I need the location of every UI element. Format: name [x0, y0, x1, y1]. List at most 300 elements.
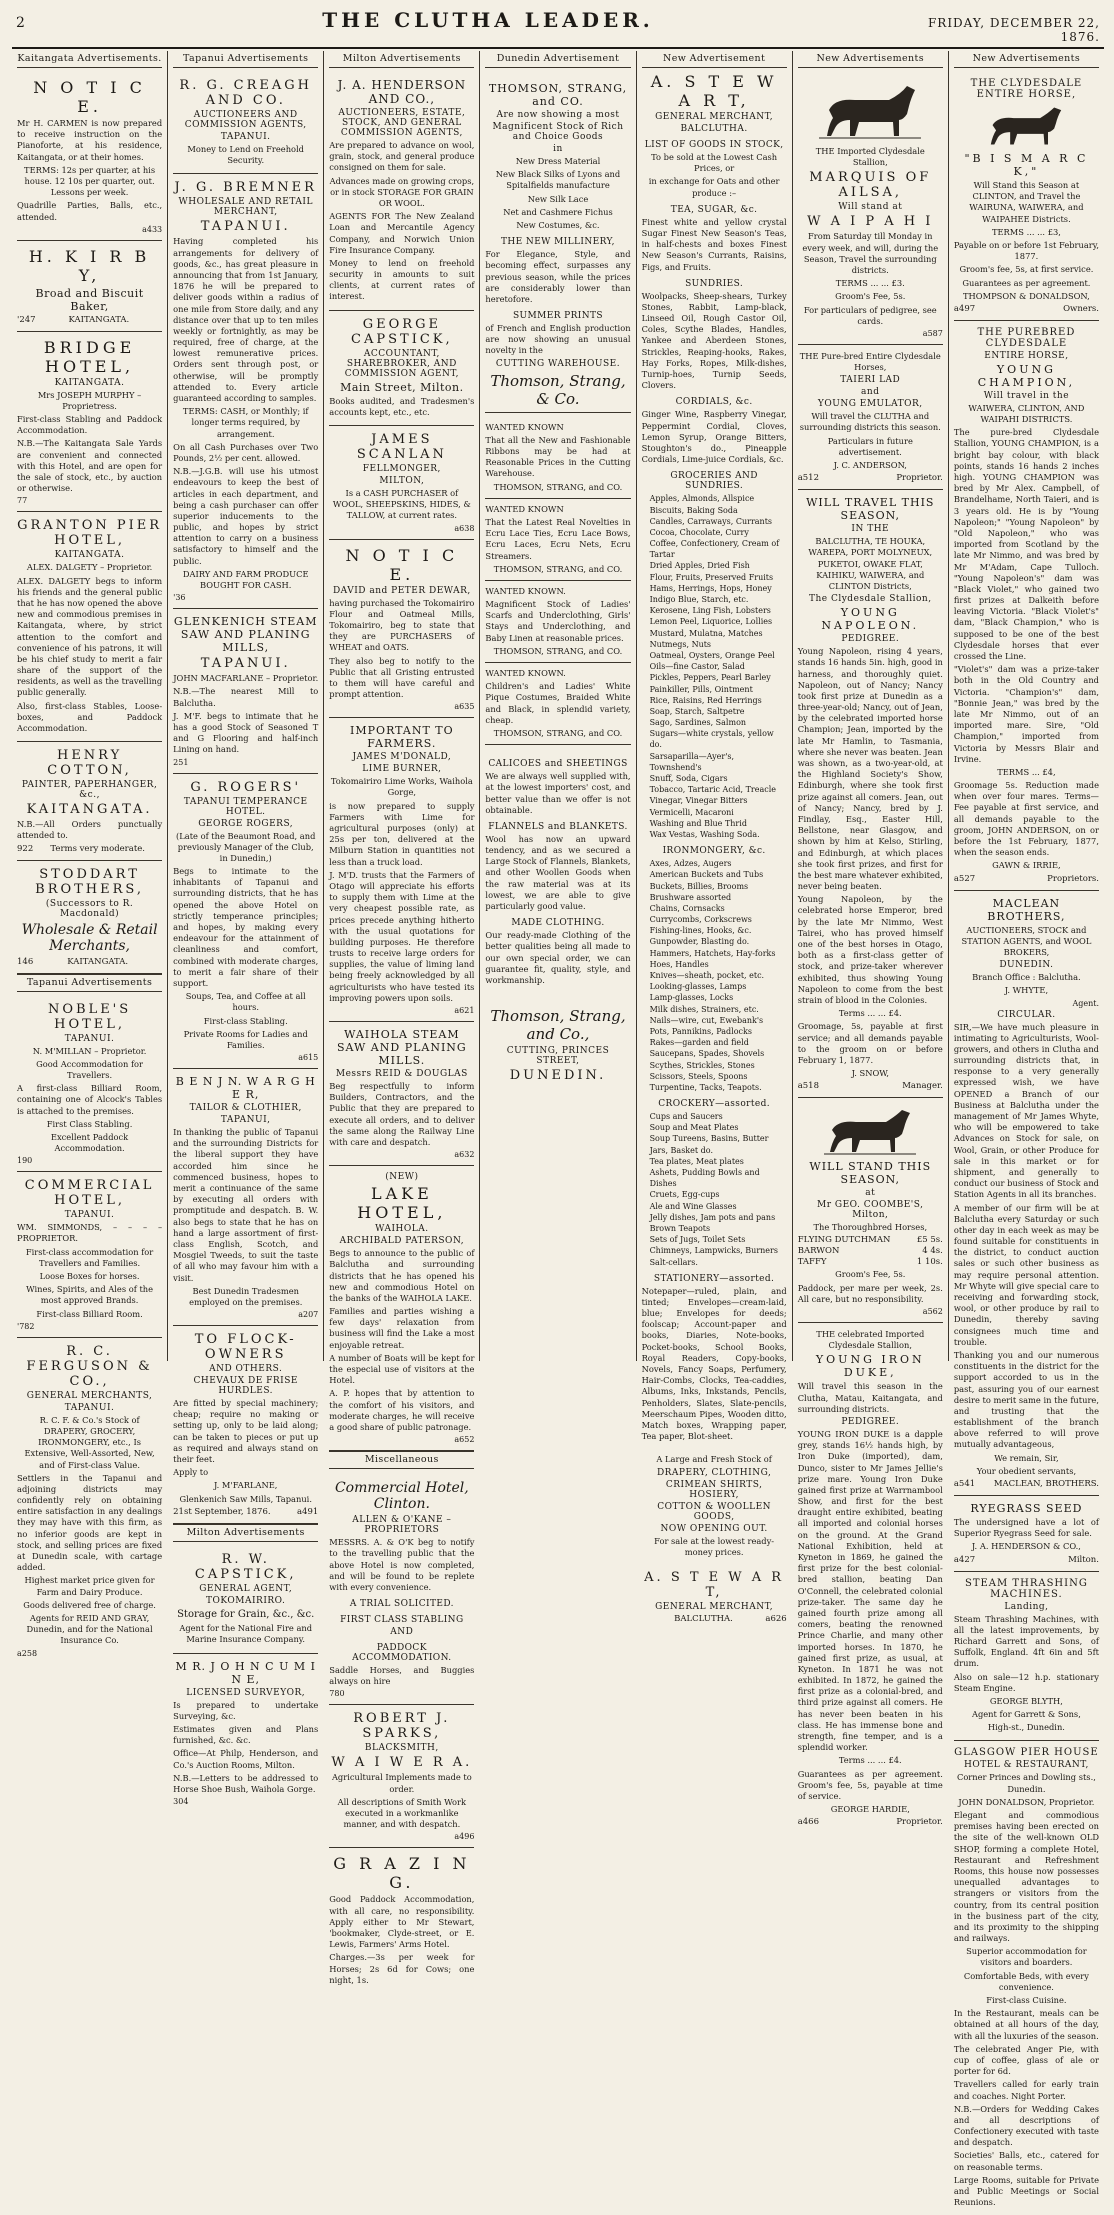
ironmongery-item: Currycombs, Corkscrews	[649, 915, 752, 925]
ad-name: "B I S M A R C K,"	[964, 152, 1089, 178]
ad-title: ROBERT J. SPARKS,	[353, 1711, 451, 1742]
ad-terms: TERMS ... £4,	[997, 766, 1056, 777]
grocery-item: Candles, Carraways, Currants	[649, 516, 773, 526]
ad-body: YOUNG IRON DUKE is a dapple grey, stands 16½ hands high, by Iron Duke (imported), dam, Dunco, sister to Mr James Jellie's prize mare. Young Iron Duke gained first prize at Warrnambool Show, and first for the best draught entire exhibited, beating all imported and colonial horses on the ground. At the Grand National Exhibition, held at Kyneton in 1869, he gained the first prize for the best colonial-bred stallion, beating Dan O'Connell, the celebrated colonial prize-taker. The same day he gained fourth prize among all comers, beating the renowned Prince Charlie, and many other imported horses. In 1870, he gained first prize, as usual, at Kyneton. In 1871 he was not exhibited. In 1872, he gained the first prize as a colonial-bred, and third prize against all comers. He has never been beaten in his class. He has immense bone and strength, fine temper, and is a splendid worker.	[797, 1428, 943, 1753]
ad-name: J. WHYTE,	[1004, 985, 1049, 996]
ad-body: Will travel this season in the Clutha, Matau, Kaitangata, and surrounding districts.	[797, 1381, 943, 1414]
ad-body: The undersigned have a lot of Superior Ryegrass Seed for sale.	[953, 1517, 1099, 1539]
ad-body: A Large and Fresh Stock of	[656, 1454, 772, 1465]
ad-body: Finest white and yellow crystal Sugar Finest New Season's Teas, in half-chests and boxes Finest New Season's Currants, Raisins, Figs, and Fruits.	[641, 216, 787, 272]
ad-body: A. P. hopes that by attention to the comfort of his visitors, and moderate charges, he will receive a good share of public patronage.	[329, 1388, 475, 1432]
ad-granton-pier-hotel	[17, 512, 162, 742]
ad-role: Proprietor.	[896, 1817, 943, 1828]
ad-section-heading: SUMMER PRINTS	[512, 311, 603, 322]
ad-waihola-mills	[329, 1022, 474, 1166]
ad-name: TAIERI LAD	[840, 375, 901, 386]
ironmongery-item: Axes, Adzes, Augers	[649, 859, 732, 869]
wanted-signature: THOMSON, STRANG, and CO.	[493, 727, 623, 738]
ironmongery-item: Chains, Cornsacks	[649, 903, 725, 913]
ad-section-heading: IRONMONGERY, &c.	[662, 846, 766, 857]
ad-subtitle: AUCTIONEERS, ESTATE, STOCK, AND GENERAL COMMISSION AGENTS,	[338, 108, 466, 138]
ad-body: Thanking you and our numerous constituents in the district for the support accorded to us in the past, assuring you of our earnest desire to merit same in the future, and trusting that the establishment of the branch above referred to will prove mutually advantageous,	[953, 1349, 1099, 1450]
ad-title: THE PUREBRED CLYDESDALE	[977, 326, 1076, 349]
ad-body: First-class Stabling.	[203, 1015, 288, 1026]
ad-body: Guarantees as per agreement. Groom's fee, 5s, payable at time of service.	[797, 1768, 943, 1801]
ad-subtitle: AND OTHERS.	[209, 1364, 283, 1375]
ad-body: Wines, Spirits, and Ales of the most approved Brands.	[26, 1284, 154, 1306]
ad-place: TAPANUI.	[64, 1033, 115, 1044]
ad-body: SIR,—We have much pleasure in intimating to Agriculturists, Wool-growers, and others in Clutha and surrounding districts that, in response to a very generally expressed wish, we have OPENED a Branch of our Business at Balclutha under the management of Mr James Whyte, who will be empowered to take Advances on Stock for sale, on Wool, Grain, or other Produce for sale in this market or for shipment, and generally to conduct our business of Stock and Station Agents in all its branches.	[953, 1021, 1099, 1200]
ad-title: G R A Z I N G.	[333, 1854, 471, 1893]
ad-ref: a207	[298, 1310, 319, 1320]
ad-body: Notepaper—ruled, plain, and tinted; Envelopes—cream-laid, blue; Envelopes for deeds; foolscap; Account-paper and books, Diaries, Note-books, Pocket-books, School Books, Royal Readers, Copy-books, Novels, Fancy Soaps, Perfumery, Hair-Combs, Clocks, Tea-caddies, Albums, Inks, Inkstands, Pencils, Penholders, Slates, Slate-pencils, Meerschaum Pipes, Wooden ditto, Match boxes, Wrapping paper, Tea paper, Blot-sheet.	[641, 1285, 787, 1442]
ad-title: H. K I R B Y,	[28, 246, 151, 285]
ad-title: J. A. HENDERSON AND CO.,	[337, 78, 467, 106]
ad-nobles-hotel	[17, 996, 162, 1173]
ad-ref: a427	[953, 1554, 976, 1565]
ad-body: Paddock, per mare per week, 2s. All care, but no responsibility.	[797, 1282, 943, 1304]
ad-ref: a496	[454, 1832, 475, 1842]
ad-body: Agent for Garrett & Sons,	[971, 1709, 1081, 1720]
masthead	[12, 8, 1104, 49]
ad-body: First Class Stabling.	[46, 1118, 133, 1129]
ad-address: CUTTING, PRINCES STREET,	[506, 1046, 610, 1067]
ad-place: KAITANGATA.	[67, 956, 129, 967]
ad-terms: TERMS ... ... £3.	[835, 278, 905, 289]
ad-body: First-class accommodation for Travellers and Families.	[25, 1246, 154, 1268]
ad-body: Storage for Grain, &c., &c.	[177, 1608, 315, 1620]
ad-body: Estimates given and Plans furnished, &c. &c.	[173, 1724, 319, 1746]
ad-title: COMMERCIAL HOTEL,	[24, 1178, 155, 1209]
ad-subtitle: (NEW)	[385, 1172, 419, 1183]
ad-body: FIRST CLASS STABLING	[340, 1615, 464, 1626]
ad-body: Settlers in the Tapanui and adjoining districts may confidently rely on obtaining entire satisfaction in any dealings they may have with this firm, as no inferior goods are kept in stock, and selling prices are fixed at Dunedin scale, with cartage added.	[17, 1472, 163, 1573]
ad-ref: a626	[765, 1613, 787, 1624]
ad-body: From Saturday till Monday in every week, and will, during the Season, Travel the surrounding districts.	[802, 231, 939, 275]
ad-ref: a512	[797, 473, 819, 484]
section-heading: Miscellaneous	[329, 1451, 474, 1469]
horse-illustration	[820, 1106, 920, 1156]
ad-signature: A. S T E W A R T,	[644, 1569, 785, 1600]
ad-body: Money to lend on freehold security in amounts to suit clients, at current rates of interest.	[329, 257, 475, 302]
ad-body: Agent for the National Fire and Marine Insurance Company.	[179, 1623, 313, 1645]
ad-signature: J. A. HENDERSON & CO.,	[971, 1541, 1081, 1552]
ad-proprietor: WM. SIMMONDS, – – – – PROPRIETOR.	[17, 1222, 163, 1244]
ad-body: BALCLUTHA, TE HOUKA, WAREPA, PORT MOLYNEUX, PUKETOI, OWAKE FLAT, KAIHIKU, WAIWERA, and CLINTON Districts,	[808, 536, 933, 591]
grocery-item: Painkiller, Pills, Ointment	[649, 684, 753, 694]
ad-title: IMPORTANT TO FARMERS.	[350, 724, 454, 751]
ad-title: N O T I C E.	[345, 545, 459, 584]
ad-body: Groom's Fee, 5s.	[835, 291, 906, 302]
ad-note: N.B.—J.G.B. will use his utmost endeavours to keep the best of articles in each department, and being a cash purchaser can offer superior inducements to the public, and hopes by strict attention to carry on a business satisfactory to himself and the public.	[173, 466, 319, 566]
ad-flock-owners	[173, 1326, 318, 1524]
ad-place: BALCLUTHA.	[674, 1613, 733, 1624]
ironmongery-item: Hammers, Hatchets, Hay-forks	[649, 948, 776, 958]
ad-place: KAITANGATA.	[54, 550, 125, 561]
ad-body: Loose Boxes for horses.	[39, 1271, 140, 1281]
ad-title: LAKE HOTEL,	[357, 1184, 447, 1223]
ad-body: Societies' Balls, etc., catered for on reasonable terms.	[953, 2150, 1099, 2172]
wanted-known-list	[485, 417, 630, 746]
ad-role: Proprietor.	[896, 473, 943, 484]
ad-body: Will travel in the	[983, 390, 1070, 401]
grocery-item: Hams, Herrings, Hops, Honey	[649, 583, 772, 593]
ad-signature: J. C. ANDERSON,	[833, 460, 907, 470]
grocery-item: Pickles, Peppers, Pearl Barley	[649, 673, 771, 683]
ad-body: ALEX. DALGETY begs to inform his friends and the general public that he has now opened the above new and commodious premises in Kaitangata, where, by strict attention to the comfort and convenience of his patrons, it will be his chief study to merit a fair share of the support of the residents, as well as the travelling public generally.	[17, 575, 163, 698]
ironmongery-item: Scissors, Steels, Spoons	[649, 1071, 748, 1081]
ad-body: Will Stand this Season at CLINTON, and Travel the WAIRUNA, WAIWERA, and WAIPAHEE Districts.	[969, 180, 1084, 224]
ironmongery-item: Nails—wire, cut, Ewebank's	[649, 1015, 764, 1025]
ad-title: THOMSON, STRANG, and CO.	[488, 82, 628, 108]
ad-body: IN THE	[851, 524, 890, 535]
ad-body: J. M'F. begs to intimate that he has a good Stock of Seasoned T and G Flooring and half-inch Lining on hand.	[173, 710, 319, 755]
ad-wargher-tailor	[173, 1069, 318, 1326]
ad-body: DAIRY AND FARM PRODUCE BOUGHT FOR CASH.	[182, 568, 309, 590]
ad-body: A TRIAL SOLICITED.	[349, 1599, 454, 1610]
ad-title: WILL STAND THIS SEASON,	[809, 1160, 932, 1187]
ad-body: in	[553, 144, 563, 154]
ad-body: "Violet's" dam was a prize-taker both in the Old Country and Victoria. "Champion's" dam, "Bonnie Jean," was bred by the late Mr Nimmo, out of an imported mare. Sire, "Old Champion," imported from Victoria by Messrs Blair and Irvine.	[953, 664, 1099, 764]
ironmongery-item: Turpentine, Tacks, Teapots.	[649, 1082, 762, 1092]
ad-subtitle: GENERAL MERCHANT,	[655, 1601, 774, 1612]
ad-marquis-of-ailsa	[798, 72, 943, 345]
wanted-body: That the Latest Real Novelties in Ecru Lace Ties, Ecru Lace Bows, Ecru Laces, Ecru Nets, Ecru Streamers.	[485, 516, 631, 561]
ad-section-heading: CALICOES and SHEETINGS	[488, 759, 628, 770]
grocery-item: Sarsaparilla—Ayer's, Townshend's	[649, 751, 735, 772]
ad-role: Owners.	[1063, 303, 1099, 314]
ad-body: Advances made on growing crops, or in stock STORAGE FOR GRAIN OR WOOL.	[329, 175, 475, 208]
section-heading: Tapanui Advertisements	[17, 974, 162, 992]
crockery-item: Chimneys, Lampwicks, Burners	[649, 1246, 778, 1256]
ad-subtitle: Messrs REID & DOUGLAS	[335, 1069, 468, 1079]
page-number: 2	[16, 15, 25, 31]
section-heading: Kaitangata Advertisements.	[17, 51, 162, 68]
ad-ref: 77	[17, 496, 28, 506]
ad-title: RYEGRASS SEED	[970, 1502, 1083, 1515]
grocery-item: Apples, Almonds, Allspice	[649, 494, 755, 504]
ad-body: A member of our firm will be at Balclutha every Saturday or such other day in each week as may be found suitable for constituents in the district, to conduct auction sales or such other business as may require personal attention. Mr Whyte will give special care to receiving and forwarding stock, wool, or other produce by rail to Dunedin, thereby saving consignees much time and trouble.	[953, 1202, 1099, 1347]
ad-body: Goods delivered free of charge.	[23, 1599, 156, 1610]
ad-title: THE celebrated Imported Clydesdale Stallion,	[816, 1329, 925, 1351]
ad-place: MILTON,	[379, 476, 425, 486]
ad-title: THE Pure-bred Entire Clydesdale Horses,	[799, 350, 941, 373]
ad-proprietor: JOHN MACFARLANE – Proprietor.	[173, 673, 319, 684]
ad-body: AND	[390, 1627, 414, 1638]
section-heading: Milton Advertisements	[329, 51, 474, 68]
ad-body: For sale at the lowest ready-money prices.	[654, 1535, 775, 1557]
ad-proprietor: Mrs JOSEPH MURPHY – Proprietress.	[37, 389, 142, 411]
ad-ref: '782	[17, 1321, 35, 1331]
ad-note: N.B.—Orders for Wedding Cakes and all descriptions of Confectionery executed with taste and despatch.	[953, 2103, 1099, 2148]
ad-subtitle: GENERAL MERCHANT,	[655, 112, 774, 122]
ad-body: For particulars of pedigree, see cards.	[803, 304, 937, 326]
wanted-body: Children's and Ladies' White Pique Costumes, Braided White and Black, in splendid variety, cheap.	[485, 681, 631, 725]
grocery-item: Wax Vestas, Washing Soda.	[649, 829, 760, 839]
ad-title: NOBLE'S HOTEL,	[47, 1001, 132, 1032]
ad-body: having purchased the Tokomairiro Flour and Oatmeal Mills, Tokomairiro, beg to state that they are PURCHASERS of WHEAT and OATS.	[329, 597, 475, 653]
ad-subtitle: DAVID and PETER DEWAR,	[332, 585, 471, 596]
ad-name: ARCHIBALD PATERSON,	[339, 1236, 465, 1247]
ad-body: Particulars in future advertisement.	[827, 435, 913, 457]
horse-fee-row	[798, 1235, 943, 1245]
ad-section-heading: STATIONERY—assorted.	[653, 1273, 775, 1284]
ad-place: BALCLUTHA.	[680, 124, 748, 134]
ad-capstick-agent	[173, 1546, 318, 1654]
ad-section-heading: THE NEW MILLINERY,	[501, 237, 615, 248]
ad-body: We are always well supplied with, at the lowest importers' cost, and better value than we offer is not obtainable.	[485, 771, 631, 815]
ad-subtitle: WHOLESALE AND RETAIL MERCHANT,	[178, 197, 313, 218]
ad-title: WAIHOLA STEAM SAW AND PLANING MILLS.	[336, 1028, 467, 1067]
ironmongery-item: American Buckets and Tubs	[649, 870, 764, 880]
ad-subtitle: Broad and Biscuit Baker,	[35, 286, 144, 313]
ad-body: Apply to	[173, 1467, 209, 1478]
section-heading: New Advertisements	[954, 51, 1099, 68]
horse-illustration	[981, 104, 1071, 148]
ad-section-heading: CROCKERY—assorted.	[658, 1099, 771, 1110]
goods-item: New Black Silks of Lyons and Spitalfields manufacture	[495, 169, 621, 191]
ad-script-line: Thomson, Strang, and Co.,	[490, 1007, 626, 1044]
ad-place: DUNEDIN.	[999, 960, 1054, 971]
ad-name: YOUNG IRON DUKE,	[815, 1353, 925, 1380]
ad-body: Begs to announce to the public of Balclutha and surrounding districts that he has opened his new and commodious Hotel on the banks of the WAIHOLA LAKE.	[329, 1248, 475, 1303]
ad-glenkenich-mills	[173, 609, 318, 773]
ad-subtitle: LICENSED SURVEYOR,	[186, 1687, 306, 1698]
ad-section-heading: LIST OF GOODS IN STOCK,	[644, 140, 784, 150]
ironmongery-item: Scythes, Strickles, Stones	[649, 1060, 755, 1070]
wanted-heading: WANTED KNOWN.	[485, 668, 566, 678]
grocery-item: Oatmeal, Oysters, Orange Peel	[649, 650, 775, 660]
ad-body: Guarantees as per agreement.	[962, 277, 1091, 288]
wanted-signature: THOMSON, STRANG, and CO.	[493, 563, 623, 574]
grocery-item: Washing and Blue Thrid	[649, 818, 747, 828]
wanted-known-block	[485, 581, 630, 663]
grocery-item: Lemon Peel, Liquorice, Lollies	[649, 617, 773, 627]
ad-important-farmers	[329, 718, 474, 1022]
column-new-ads	[949, 51, 1104, 2208]
crockery-item: Tea plates, Meat plates	[649, 1156, 744, 1166]
crockery-item: Cruets, Egg-cups	[649, 1190, 720, 1200]
ad-place: TOKOMAIRIRO.	[206, 1595, 286, 1606]
goods-item: New Silk Lace	[527, 193, 589, 204]
ad-ref: a587	[922, 328, 943, 338]
ad-ref: a541	[953, 1479, 976, 1489]
ad-body: Magnificent Stock of Rich and Choice Goods	[492, 122, 624, 142]
ironmongery-item: Lamp-glasses, Locks	[649, 993, 734, 1003]
ad-note: N.B.—All Orders punctually attended to.	[17, 819, 163, 841]
crockery-item: Cups and Saucers	[649, 1112, 723, 1122]
ad-body: On all Cash Purchases over Two Pounds, 2½ per cent. allowed.	[173, 441, 319, 463]
grocery-item: Sago, Sardines, Salmon	[649, 718, 747, 728]
ad-notice-carmen	[17, 72, 162, 241]
column-stallions	[793, 51, 949, 1828]
ad-body: They also beg to notify to the Public that all Gristing entrusted to them will have careful and prompt attention.	[329, 655, 475, 700]
ad-body: First-class Cuisine.	[986, 1995, 1067, 2005]
column-milton	[324, 51, 480, 1985]
ad-body: MESSRS. A. & O'K beg to notify to the travelling public that the above Hotel is now completed, and will be found to be replete with every convenience.	[329, 1537, 475, 1592]
ad-james-scanlan	[329, 426, 474, 540]
ad-name: YOUNG EMULATOR,	[817, 399, 923, 410]
crockery-item: Soup and Meat Plates	[649, 1123, 739, 1133]
ad-body: Saddle Horses, and Buggies always on hire	[329, 1665, 475, 1687]
ad-terms: Terms very moderate.	[50, 843, 145, 854]
wanted-signature: THOMSON, STRANG, and CO.	[493, 481, 623, 492]
ironmongery-item: Buckets, Billies, Brooms	[649, 881, 749, 891]
ad-body: PADDOCK ACCOMMODATION.	[352, 1643, 452, 1664]
ad-body: Comfortable Beds, with every convenience.	[963, 1970, 1089, 1992]
wanted-known-block	[485, 499, 630, 581]
ironmongery-item: Gunpowder, Blasting do.	[649, 937, 750, 947]
section-heading: New Advertisements	[798, 51, 943, 68]
ad-body: Travellers called for early train and coaches. Night Porter.	[953, 2079, 1099, 2101]
ad-title: GLENKENICH STEAM SAW AND PLANING MILLS,	[173, 615, 318, 655]
ad-role: Manager.	[902, 1081, 943, 1092]
ad-bremner	[173, 174, 318, 609]
ad-place: KAITANGATA.	[68, 314, 130, 325]
ad-body: Best Dunedin Tradesmen employed on the premises.	[189, 1285, 303, 1307]
ad-place: WAIHOLA.	[375, 1224, 429, 1235]
grocery-item: Mustard, Mulatna, Matches	[649, 628, 763, 638]
ad-subtitle: CHEVAUX DE FRISE HURDLES.	[193, 1376, 298, 1397]
ad-henry-cotton	[17, 742, 162, 860]
ad-place: Main Street, Milton.	[340, 380, 464, 394]
ad-bridge-hotel	[17, 332, 162, 513]
ad-young-napoleon	[798, 490, 943, 1098]
ad-title: A. S T E W A R T,	[650, 72, 778, 110]
column-dunedin	[480, 51, 636, 1361]
ad-signature: GAWN & IRRIE,	[992, 860, 1061, 871]
wanted-known-block	[485, 663, 630, 745]
ad-script-line: Thomson, Strang, & Co.	[490, 371, 626, 408]
ad-signature: GEORGE HARDIE,	[830, 1804, 910, 1815]
ad-subtitle: ACCOUNTANT, SHAREBROKER, AND COMMISSION AGENT,	[344, 348, 459, 379]
section-heading: Milton Advertisements	[173, 1524, 318, 1542]
ad-body: Woolpacks, Sheep-shears, Turkey Stones, Rabbit, Lamp-black, Linseed Oil, Rough Castor Oil, Coles, Scythe Blades, Handles, Yankee and Aberdeen Stones, Strickles, Reaping-hooks, Rakes, Hay Forks, Ropes, Milk-dishes, Turnip-hoes, Turnip Seeds, Clovers.	[641, 290, 787, 391]
ad-note: N.B.—Letters to be addressed to Horse Shoe Bush, Waihola Gorge.	[173, 1772, 319, 1794]
ad-body: CRIMEAN SHIRTS, HOSIERY,	[665, 1479, 763, 1500]
section-heading: New Advertisement	[642, 51, 787, 68]
ad-subtitle: HOTEL & RESTAURANT,	[964, 1760, 1089, 1771]
ad-title: HENRY COTTON,	[47, 748, 132, 779]
ad-rogers-hotel	[173, 774, 318, 1070]
ad-title: N O T I C E.	[33, 78, 146, 116]
ad-body: Office—At Philp, Henderson, and Co.'s Auction Rooms, Milton.	[173, 1748, 319, 1770]
goods-item: New Dress Material	[515, 156, 601, 166]
horse-name: FLYING DUTCHMAN	[797, 1235, 891, 1246]
ad-body: Good Paddock Accommodation, with all care, no responsibility. Apply either to Mr Stewart, 'bookmaker, Clyde-street, or E. Lewis, Farmers' Arms Hotel.	[329, 1894, 475, 1950]
wanted-body: Magnificent Stock of Ladies' Scarfs and Underclothing, Girls' Stays and Underclothing, and Baby Linen at reasonable prices.	[485, 599, 631, 643]
ad-note: N.B.—The nearest Mill to Balclutha.	[173, 686, 319, 708]
horse-fee: 4 4s.	[922, 1246, 943, 1257]
ad-proprietor: ALLEN & O'KANE – PROPRIETORS	[352, 1515, 452, 1536]
ad-place: Mr GEO. COOMBE'S, Milton,	[817, 1200, 924, 1221]
grocery-item: Kerosene, Ling Fish, Lobsters	[649, 606, 771, 616]
ad-body: Groomage 5s. Reduction made when over four mares. Terms—Fee payable at first service, and all demands payable to the groom, JOHN ANDERSON, on or before the 1st February, 1877, when the season ends.	[953, 780, 1099, 858]
ad-body: Young Napoleon, by the celebrated horse Emperor, bred by the late Mr Nimmo, West Tairei, who has proved himself one of the best horses in Otago, both as a first-class getter of stock, and prize-taker wherever exhibited, thus showing Young Napoleon to come from the best strain of blood in the Colonies.	[797, 894, 943, 1005]
ad-address: High-st., Dunedin.	[987, 1722, 1065, 1733]
ad-body: Beg respectfully to inform Builders, Contractors, and the Public that they are prepared to execute all orders, and to deliver the same along the Railway Line with care and despatch.	[329, 1081, 475, 1147]
column-tapanui	[168, 51, 324, 1807]
ad-lake-hotel	[329, 1166, 474, 1451]
ad-place: TAPANUI.	[200, 219, 291, 235]
ad-address: Glenkenich Saw Mills, Tapanui.	[179, 1493, 312, 1504]
ad-note: (Late of the Beaumont Road, and previously Manager of the Club, in Dunedin,)	[176, 830, 316, 863]
ad-body: Money to Lend on Freehold Security.	[187, 144, 304, 166]
ad-ref: '247	[17, 314, 36, 325]
ad-body: We remain, Sir,	[994, 1452, 1059, 1463]
ad-bismarck	[954, 72, 1099, 321]
column-stewart	[637, 51, 793, 1624]
ad-title: J. G. BREMNER	[174, 180, 317, 196]
ad-body: First-class Billiard Room.	[36, 1308, 143, 1319]
ad-subtitle: GENERAL MERCHANTS,	[26, 1390, 153, 1401]
ad-title: R. C. FERGUSON & CO.,	[26, 1343, 153, 1389]
ad-body: Families and parties wishing a few days' relaxation from business will find the Lake a most enjoyable retreat.	[329, 1306, 475, 1350]
ad-place: TAPANUI,	[220, 1115, 271, 1126]
ad-section-heading: GROCERIES AND SUNDRIES.	[670, 471, 758, 492]
wanted-signature: THOMSON, STRANG, and CO.	[493, 645, 623, 656]
ad-creagh-co	[173, 72, 318, 174]
ad-ref: a638	[454, 523, 475, 533]
ad-section-heading: SUNDRIES.	[685, 278, 744, 289]
ad-body: Good Accommodation for Travellers.	[36, 1058, 143, 1080]
crockery-item: Jelly dishes, Jam pots and pans	[649, 1212, 776, 1222]
ad-signature: MACLEAN, BROTHERS.	[993, 1479, 1099, 1489]
horse-fee: £5 5s.	[916, 1235, 943, 1246]
crockery-item: Ashets, Pudding Bowls and Dishes	[649, 1168, 760, 1189]
ironmongery-item: Brushware assorted	[649, 892, 732, 902]
ad-section-heading: CORDIALS, &c.	[675, 397, 753, 408]
crockery-item: Brown Teapots	[649, 1223, 711, 1233]
ad-ref: a466	[797, 1817, 819, 1828]
wanted-heading: WANTED KNOWN.	[485, 585, 566, 596]
ad-body: Highest market price given for Farm and Dairy Produce.	[24, 1575, 155, 1597]
ad-subtitle: FELLMONGER,	[362, 464, 441, 474]
ad-place: TAPANUI.	[220, 132, 271, 142]
ad-place: Milton.	[1068, 1554, 1099, 1565]
ad-body: is now prepared to supply Farmers with Lime for agricultural purposes (only) at 25s per ton, delivered at the Milburn Station in quantities not less than a truck load.	[329, 800, 475, 867]
grocery-item: Flour, Fruits, Preserved Fruits	[649, 572, 774, 582]
grocery-item: Nutmegs, Nuts	[649, 639, 712, 649]
ad-section-heading: TEA, SUGAR, &c.	[670, 204, 758, 215]
ad-name: J. M'FARLANE,	[213, 1480, 278, 1491]
grocery-item: Vermicelli, Macaroni	[649, 807, 734, 817]
ad-body: Elegant and commodious premises having been erected on the site of the well-known OLD SHOP, forming a complete Hotel, Restaurant and Refreshment Rooms, this house now possesses unequalled advantages to strangers or visitors from the country, from its central position in the business part of the city, and its proximity to the shipping and railways.	[953, 1810, 1099, 1944]
ad-kirby-baker	[17, 241, 162, 332]
ad-place: TAPANUI.	[64, 1210, 115, 1221]
ad-body: Also, first-class Stables, Loose-boxes, and Paddock Accommodation.	[17, 700, 163, 733]
ad-subtitle: LIME BURNER,	[362, 764, 442, 775]
ad-ref: a491	[296, 1506, 319, 1517]
ad-body: Is a CASH PURCHASER of WOOL, SHEEPSKINS, HIDES, & TALLOW, at current rates.	[332, 488, 471, 521]
ad-address: Tokomairiro Lime Works, Waihola Gorge,	[330, 776, 473, 798]
ad-cumine-surveyor	[173, 1654, 318, 1813]
grocery-item: Indigo Blue, Starch, etc.	[649, 595, 749, 604]
horse-fee-row	[798, 1246, 943, 1256]
ad-body: Excellent Paddock Accommodation.	[50, 1131, 129, 1154]
ad-subtitle: PAINTER, PAPERHANGER, &c.,	[21, 780, 158, 801]
ad-title: JAMES SCANLAN	[356, 432, 447, 462]
ad-body: Are now showing a most	[496, 110, 620, 120]
ad-section-heading: PEDIGREE.	[841, 634, 900, 645]
ad-place: TAPANUI.	[200, 656, 291, 672]
ad-coombe-horses	[798, 1098, 943, 1323]
horse-fee-row	[798, 1257, 943, 1267]
ad-commercial-hotel-clinton	[329, 1473, 474, 1705]
ad-body: A first-class Billiard Room, containing one of Alcock's Tables is attached to the premises.	[17, 1083, 163, 1116]
grocery-item: Cocoa, Chocolate, Curry	[649, 527, 749, 537]
ad-body: Landing,	[1004, 1601, 1049, 1612]
